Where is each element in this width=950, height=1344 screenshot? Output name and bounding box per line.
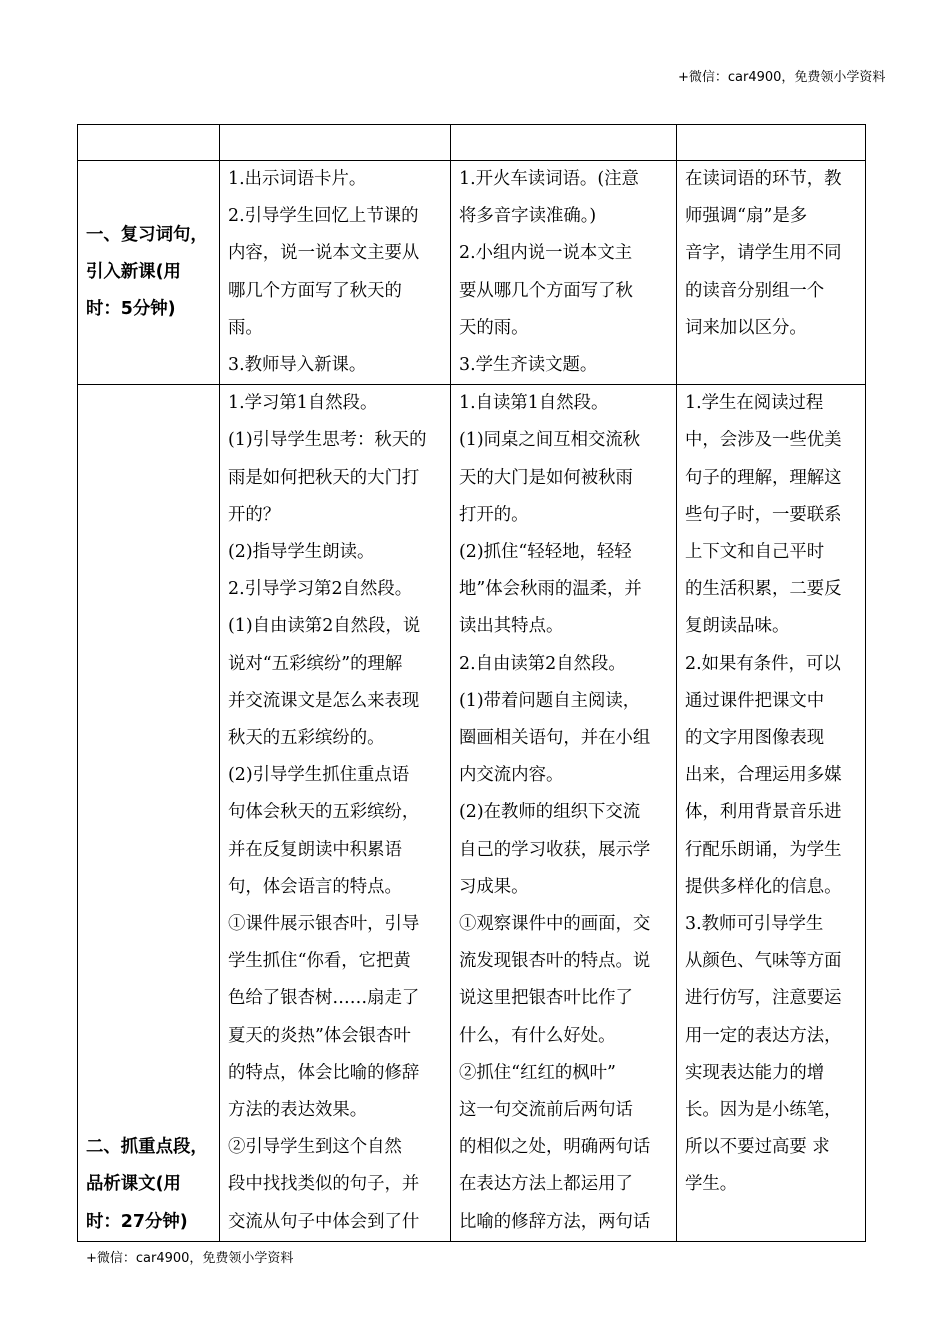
text-line: ②抓住“红红的枫叶” — [459, 1062, 616, 1083]
text-line: 段中找找类似的句子，并 — [228, 1174, 420, 1195]
text-line: 3.教师导入新课。 — [228, 355, 367, 376]
text-line: ①观察课件中的画面，交 — [459, 914, 651, 935]
text-line: 时：5分钟) — [86, 299, 176, 320]
text-line: 复朗读品味。 — [685, 616, 790, 637]
text-line: 引入新课(用 — [86, 262, 181, 282]
text-line: 长。因为是小练笔， — [685, 1100, 842, 1121]
text-line: 要从哪几个方面写了秋 — [459, 280, 633, 301]
text-line: 二、抓重点段， — [86, 1137, 208, 1158]
student-activity-cell — [451, 385, 677, 1242]
text-line: (2)在教师的组织下交流 — [459, 802, 641, 823]
text-line: 行配乐朗诵，为学生 — [685, 839, 842, 860]
text-line: 3.学生齐读文题。 — [459, 355, 598, 376]
text-line: 开的？ — [228, 504, 281, 525]
text-line: 在表达方法上都运用了 — [459, 1174, 633, 1195]
text-line: 词来加以区分。 — [685, 317, 807, 338]
text-line: 并交流课文是怎么来表现 — [228, 690, 420, 711]
text-line: 哪几个方面写了秋天的 — [228, 280, 402, 301]
text-line: 说对“五彩缤纷”的理解 — [228, 653, 403, 674]
text-line: 品析课文(用 — [86, 1174, 181, 1195]
text-line: 用一定的表达方法， — [685, 1025, 842, 1046]
text-line: 在读词语的环节，教 — [685, 169, 842, 189]
text-line: 读出其特点。 — [459, 616, 564, 637]
text-line: 句体会秋天的五彩缤纷， — [228, 802, 420, 823]
text-line: 体，利用背景音乐进 — [685, 802, 842, 823]
text-line: 交流从句子中体会到了什 — [228, 1211, 420, 1232]
text-line: 通过课件把课文中 — [685, 690, 825, 711]
text-line: 的相似之处，明确两句话 — [459, 1137, 651, 1158]
text-line: 音字，请学生用不同 — [685, 243, 842, 264]
header-cell — [78, 125, 220, 161]
text-line: 2.如果有条件，可以 — [685, 653, 841, 674]
text-line: 天的雨。 — [459, 317, 529, 338]
text-line: 秋天的五彩缤纷的。 — [228, 728, 385, 749]
text-line: (1)带着问题自主阅读， — [459, 690, 641, 711]
text-line: 句子的理解，理解这 — [685, 467, 842, 488]
text-line: 进行仿写，注意要运 — [685, 988, 842, 1009]
stage-cell — [78, 385, 220, 1242]
text-line: (1)引导学生思考：秋天的 — [228, 430, 427, 451]
text-line: 一、复习词句， — [86, 224, 208, 245]
table-row — [78, 161, 866, 385]
text-line: 1.学生在阅读过程 — [685, 393, 824, 414]
text-line: (2)抓住“轻轻地，轻轻 — [459, 542, 632, 563]
text-line: 师强调“扇”是多 — [685, 206, 808, 227]
text-line: 时：27分钟) — [86, 1211, 188, 1232]
text-line: 习成果。 — [459, 876, 529, 897]
header-row — [78, 125, 866, 161]
text-line: 中，会涉及一些优美 — [685, 430, 842, 451]
text-line: (1)自由读第2自然段，说 — [228, 616, 421, 637]
text-line: (2)引导学生抓住重点语 — [228, 765, 410, 786]
lesson-plan-table — [77, 124, 866, 1242]
text-line: 句，体会语言的特点。 — [228, 876, 402, 897]
text-line: 夏天的炎热”体会银杏叶 — [228, 1025, 411, 1046]
text-line: 方法的表达效果。 — [228, 1100, 368, 1121]
header-cell — [677, 125, 866, 161]
text-line: 雨是如何把秋天的大门打 — [228, 467, 420, 488]
text-line: 将多音字读准确。) — [459, 206, 597, 227]
text-line: 2.自由读第2自然段。 — [459, 653, 626, 674]
text-line: ①课件展示银杏叶，引导 — [228, 914, 420, 935]
text-line: 提供多样化的信息。 — [685, 876, 842, 897]
text-line: 内容，说一说本文主要从 — [228, 243, 420, 264]
text-line: 打开的。 — [459, 504, 529, 525]
design-intent-cell — [677, 161, 866, 385]
text-line: 圈画相关语句，并在小组 — [459, 728, 651, 749]
teacher-activity-cell — [220, 161, 451, 385]
stage-cell — [78, 161, 220, 385]
watermark-bottom: +微信：car4900，免费领小学资料 — [86, 1251, 294, 1266]
text-line: 1.学习第1自然段。 — [228, 393, 378, 414]
text-line: (2)指导学生朗读。 — [228, 542, 375, 563]
text-line: 3.教师可引导学生 — [685, 914, 824, 935]
text-line: 所以不要过高要 求 — [685, 1137, 830, 1158]
text-line: 学生抓住“你看，它把黄 — [228, 951, 411, 972]
header-cell — [451, 125, 677, 161]
text-line: 些句子时，一要联系 — [685, 504, 842, 525]
text-line: 的读音分别组一个 — [685, 280, 825, 301]
text-line: 比喻的修辞方法，两句话 — [459, 1211, 651, 1232]
text-line: 流发现银杏叶的特点。说 — [459, 951, 651, 972]
text-line: 从颜色、气味等方面 — [685, 951, 842, 972]
table-row — [78, 385, 866, 1242]
text-line: 1.自读第1自然段。 — [459, 393, 609, 414]
text-line: 2.小组内说一说本文主 — [459, 243, 633, 264]
text-line: 天的大门是如何被秋雨 — [459, 467, 633, 488]
header-cell — [220, 125, 451, 161]
text-line: 什么，有什么好处。 — [459, 1025, 616, 1046]
text-line: 说这里把银杏叶比作了 — [459, 988, 633, 1009]
student-activity-cell — [451, 161, 677, 385]
text-line: 色给了银杏树……扇走了 — [228, 988, 420, 1009]
design-intent-cell — [677, 385, 866, 1242]
text-line: 2.引导学生回忆上节课的 — [228, 206, 419, 227]
text-line: 2.引导学习第2自然段。 — [228, 579, 413, 600]
text-line: 上下文和自己平时 — [685, 542, 825, 563]
teacher-activity-cell — [220, 385, 451, 1242]
text-line: 雨。 — [228, 317, 263, 338]
text-line: 并在反复朗读中积累语 — [228, 839, 402, 860]
text-line: 实现表达能力的增 — [685, 1062, 825, 1083]
text-line: 的文字用图像表现 — [685, 728, 825, 749]
text-line: 1.开火车读词语。(注意 — [459, 169, 639, 189]
text-line: ②引导学生到这个自然 — [228, 1137, 402, 1158]
text-line: 1.出示词语卡片。 — [228, 169, 367, 189]
text-line: 学生。 — [685, 1174, 738, 1195]
watermark-top: +微信：car4900，免费领小学资料 — [678, 70, 886, 85]
text-line: 自己的学习收获，展示学 — [459, 839, 651, 860]
text-line: 的生活积累，二要反 — [685, 579, 842, 600]
text-line: 内交流内容。 — [459, 765, 564, 786]
text-line: 出来，合理运用多媒 — [685, 765, 842, 786]
text-line: 地”体会秋雨的温柔，并 — [459, 579, 642, 600]
text-line: (1)同桌之间互相交流秋 — [459, 430, 641, 451]
text-line: 的特点，体会比喻的修辞 — [228, 1062, 420, 1083]
text-line: 这一句交流前后两句话 — [459, 1100, 633, 1121]
